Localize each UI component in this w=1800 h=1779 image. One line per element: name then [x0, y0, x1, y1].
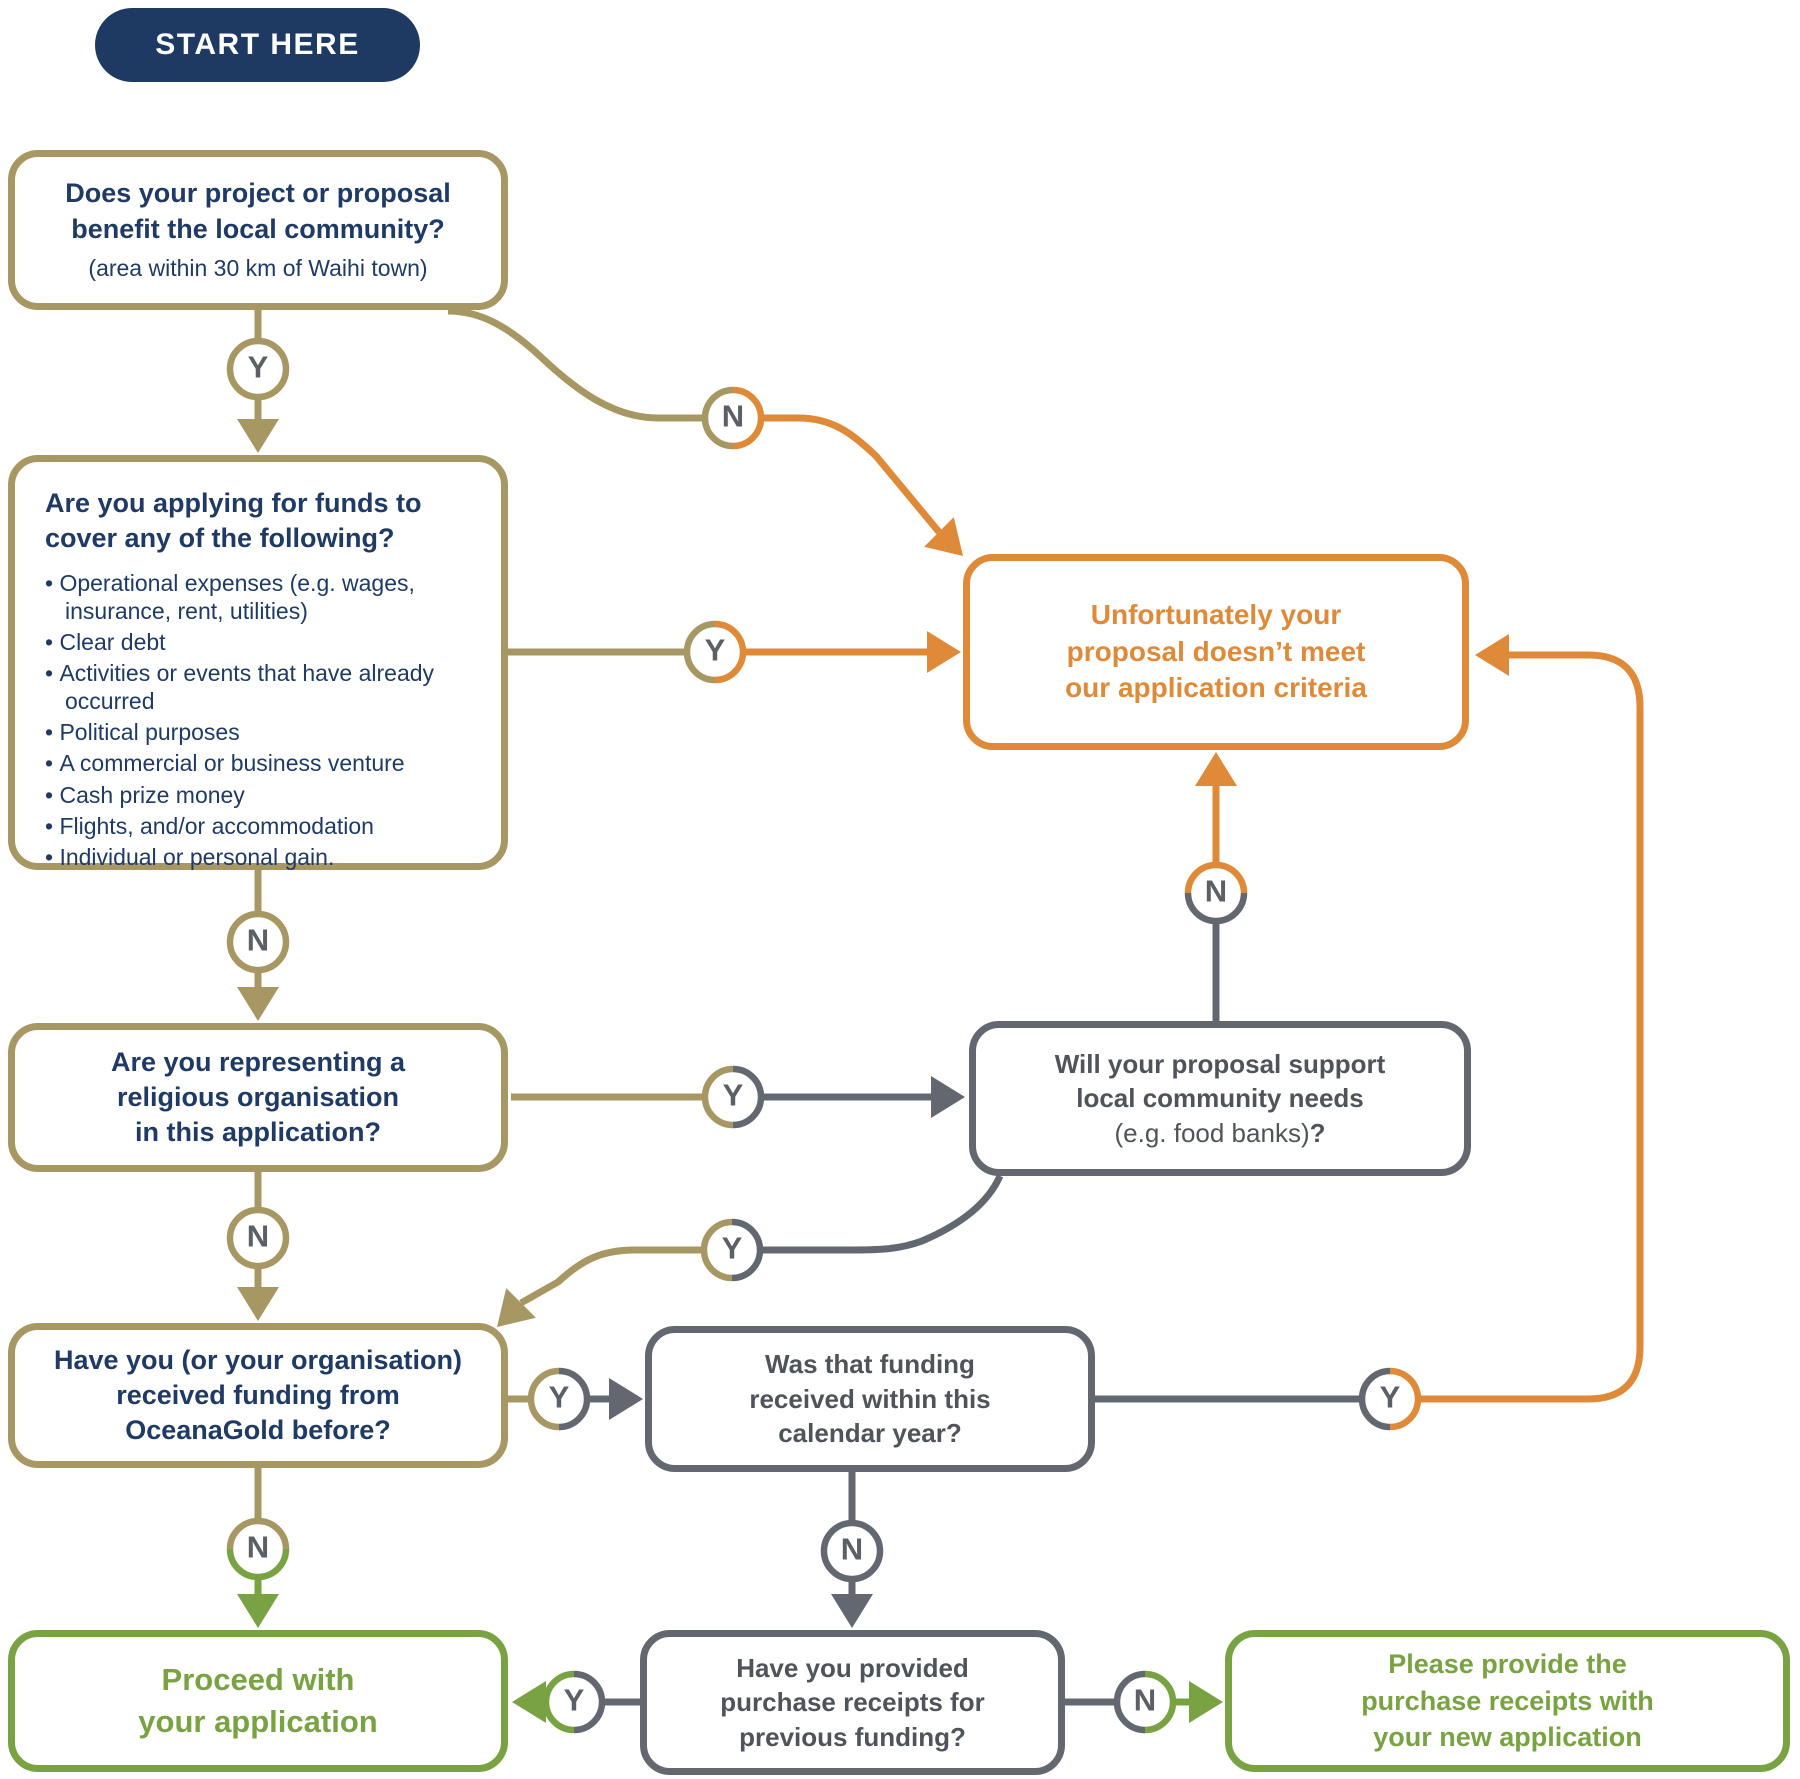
box-line: Does your project or proposal	[65, 178, 451, 209]
arrowhead-right	[1189, 1681, 1223, 1723]
question-box-community-benefit	[8, 150, 508, 310]
connector-line	[760, 1176, 1000, 1250]
no-label-religious-org: N	[246, 1218, 270, 1254]
box-line: our application criteria	[1065, 672, 1367, 704]
box-title-line: Are you applying for funds to	[45, 488, 422, 518]
question-box-religious-org	[8, 1023, 508, 1172]
box-line	[1114, 1116, 1325, 1151]
box-line: received funding from	[116, 1379, 400, 1410]
connector-line	[521, 1250, 704, 1303]
list-item: • Political purposes	[45, 718, 477, 746]
box-line: Have you (or your organisation)	[53, 1344, 463, 1375]
no-label-calendar-year: N	[840, 1531, 864, 1567]
yes-label-religious-org: Y	[722, 1077, 744, 1113]
yes-label-funds-purpose: Y	[704, 632, 726, 668]
connector-line	[448, 311, 705, 418]
arrowhead-right	[927, 631, 961, 673]
box-line: Have you provided	[736, 1652, 969, 1683]
question-box-previous-funding	[8, 1323, 508, 1468]
box-line: purchase receipts with	[1361, 1685, 1654, 1716]
no-label-receipts-provided: N	[1133, 1682, 1157, 1718]
yes-label-previous-funding: Y	[548, 1379, 570, 1415]
box-line: Was that funding	[765, 1349, 975, 1380]
list-item: • Flights, and/or accommodation	[45, 812, 477, 840]
arrowhead-left	[1475, 634, 1509, 676]
no-label-funds-purpose: N	[246, 922, 270, 958]
arrowhead-left	[512, 1681, 546, 1723]
arrowhead-down	[237, 987, 279, 1021]
box-line: your application	[138, 1704, 378, 1739]
box-line: Proceed with	[161, 1662, 355, 1698]
box-line: Will your proposal support	[1054, 1048, 1386, 1079]
connector-line	[761, 418, 939, 532]
no-label-community-needs: N	[1204, 873, 1228, 909]
box-line: Please provide the	[1388, 1649, 1627, 1680]
outcome-box-criteria-not-met	[963, 554, 1469, 750]
question-mark: ?	[1309, 1117, 1326, 1148]
box-line: Unfortunately your	[1090, 598, 1342, 630]
list-item: • A commercial or business venture	[45, 749, 477, 777]
outcome-box-proceed	[8, 1630, 508, 1772]
outcome-box-provide-receipts	[1225, 1630, 1790, 1772]
yes-label-community-benefit: Y	[247, 349, 269, 385]
no-label-community-benefit: N	[721, 398, 745, 434]
list-item: • Cash prize money	[45, 781, 477, 809]
question-box-calendar-year	[645, 1326, 1095, 1472]
question-box-funds-purpose	[8, 455, 508, 870]
arrowhead-down	[237, 1594, 279, 1628]
arrowhead-down	[237, 419, 279, 453]
box-line: calendar year?	[778, 1418, 962, 1449]
question-box-community-needs	[969, 1021, 1471, 1176]
box-title-line: cover any of the following?	[45, 523, 395, 554]
yes-label-calendar-year: Y	[1379, 1379, 1401, 1415]
box-line: in this application?	[134, 1117, 381, 1148]
box-line: local community needs	[1076, 1083, 1364, 1114]
box-line: OceanaGold before?	[125, 1415, 391, 1446]
box-line: your new application	[1373, 1722, 1642, 1753]
list-item: • Operational expenses (e.g. wages, insurance, rent, utilities)	[45, 569, 477, 625]
list-item: • Clear debt	[45, 628, 477, 656]
arrowhead-right	[931, 1076, 965, 1118]
arrowhead-up	[1195, 752, 1237, 786]
box-line-note: (e.g. food banks)	[1114, 1117, 1310, 1148]
box-line: benefit the local community?	[71, 213, 445, 244]
box-line: religious organisation	[116, 1081, 400, 1112]
list-item: • Activities or events that have already occurred	[45, 659, 477, 715]
question-box-receipts-provided	[640, 1630, 1065, 1775]
arrowhead-down	[831, 1594, 873, 1628]
yes-label-receipts-provided: Y	[563, 1682, 585, 1718]
start-here-label: START HERE	[155, 28, 360, 61]
box-line: proposal doesn’t meet	[1066, 635, 1366, 667]
arrowhead-right	[609, 1378, 643, 1420]
box-line: purchase receipts for	[720, 1687, 985, 1718]
no-label-previous-funding: N	[246, 1529, 270, 1565]
list-item: • Individual or personal gain.	[45, 843, 477, 871]
box-line: received within this	[749, 1383, 991, 1414]
box-line: previous funding?	[739, 1721, 966, 1752]
yes-label-community-needs: Y	[721, 1230, 743, 1266]
box-note: (area within 30 km of Waihi town)	[88, 254, 428, 281]
arrowhead-down	[237, 1287, 279, 1321]
excluded-purposes-list	[45, 566, 477, 873]
start-here-badge	[95, 8, 420, 82]
box-line: Are you representing a	[110, 1046, 406, 1077]
